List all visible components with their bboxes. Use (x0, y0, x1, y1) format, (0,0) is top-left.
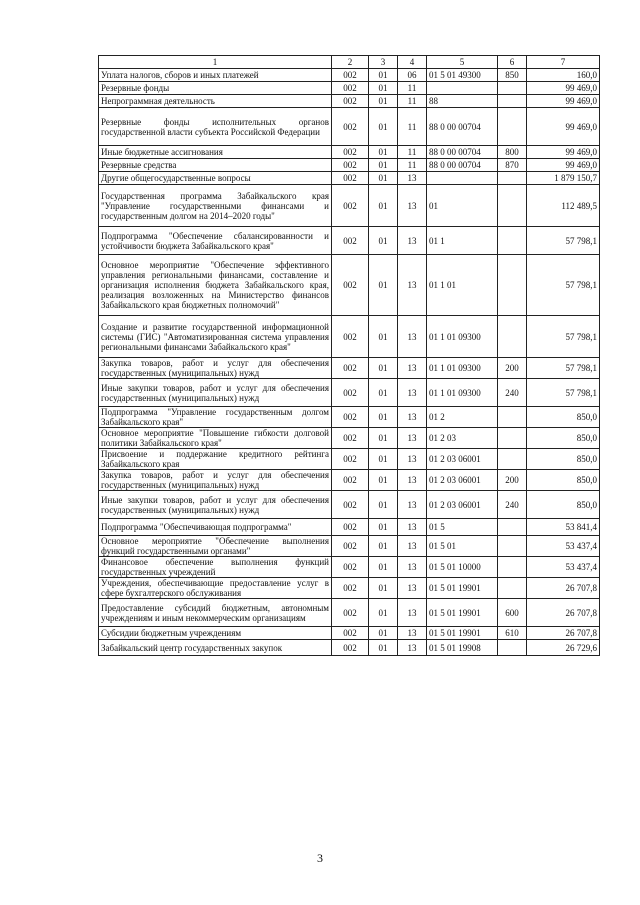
cell-expense-type: 610 (498, 627, 527, 640)
cell-target-article: 88 (427, 95, 498, 108)
cell-section: 01 (369, 428, 398, 449)
cell-expense-type (498, 95, 527, 108)
cell-target-article: 88 0 00 00704 (427, 159, 498, 172)
cell-name: Иные закупки товаров, работ и услуг для обеспечения государственных (муниципальных) нужд (99, 379, 332, 407)
table-row (99, 491, 600, 519)
cell-expense-type (498, 449, 527, 470)
cell-section: 01 (369, 470, 398, 491)
cell-department: 002 (332, 599, 369, 627)
cell-expense-type: 200 (498, 470, 527, 491)
col-header-name: 1 (99, 56, 332, 69)
table-row (99, 428, 600, 449)
cell-section: 01 (369, 449, 398, 470)
table-row (99, 82, 600, 95)
cell-section: 01 (369, 159, 398, 172)
cell-expense-type: 240 (498, 491, 527, 519)
cell-department: 002 (332, 491, 369, 519)
cell-amount: 26 707,8 (527, 578, 600, 599)
cell-target-article: 01 5 01 49300 (427, 69, 498, 82)
cell-department: 002 (332, 428, 369, 449)
cell-section: 01 (369, 640, 398, 656)
cell-expense-type (498, 640, 527, 656)
cell-name: Создание и развитие государственной информационной системы (ГИС) "Автоматизированная система управления региональными финансами Забайкальского края" (99, 316, 332, 358)
cell-section: 01 (369, 69, 398, 82)
cell-subsection: 13 (398, 227, 427, 255)
table-row (99, 108, 600, 146)
cell-name: Иные бюджетные ассигнования (99, 146, 332, 159)
cell-subsection: 13 (398, 449, 427, 470)
table-row (99, 519, 600, 536)
cell-subsection: 13 (398, 640, 427, 656)
cell-department: 002 (332, 172, 369, 185)
cell-department: 002 (332, 470, 369, 491)
cell-expense-type (498, 407, 527, 428)
col-header-target-article: 5 (427, 56, 498, 69)
cell-subsection: 13 (398, 599, 427, 627)
cell-target-article: 01 1 01 (427, 255, 498, 316)
cell-subsection: 13 (398, 358, 427, 379)
cell-name: Основное мероприятие "Обеспечение выполнения функций государственными органами" (99, 536, 332, 557)
table-row (99, 449, 600, 470)
cell-department: 002 (332, 536, 369, 557)
cell-department: 002 (332, 519, 369, 536)
cell-department: 002 (332, 146, 369, 159)
cell-subsection: 06 (398, 69, 427, 82)
cell-amount: 850,0 (527, 407, 600, 428)
cell-department: 002 (332, 82, 369, 95)
table-row (99, 227, 600, 255)
cell-amount: 850,0 (527, 491, 600, 519)
cell-department: 002 (332, 95, 369, 108)
cell-subsection: 11 (398, 159, 427, 172)
cell-amount: 53 437,4 (527, 557, 600, 578)
cell-department: 002 (332, 449, 369, 470)
cell-subsection: 13 (398, 519, 427, 536)
cell-department: 002 (332, 316, 369, 358)
cell-target-article: 01 1 01 09300 (427, 379, 498, 407)
cell-section: 01 (369, 407, 398, 428)
cell-section: 01 (369, 316, 398, 358)
cell-department: 002 (332, 227, 369, 255)
col-header-department: 2 (332, 56, 369, 69)
cell-amount: 850,0 (527, 470, 600, 491)
cell-amount: 57 798,1 (527, 227, 600, 255)
cell-target-article: 01 5 01 19901 (427, 627, 498, 640)
cell-subsection: 13 (398, 491, 427, 519)
header-row (99, 56, 600, 69)
cell-department: 002 (332, 108, 369, 146)
cell-name: Основное мероприятие "Повышение гибкости долговой политики Забайкальского края" (99, 428, 332, 449)
cell-section: 01 (369, 536, 398, 557)
cell-name: Финансовое обеспечение выполнения функций государственных учреждений (99, 557, 332, 578)
cell-subsection: 13 (398, 255, 427, 316)
cell-subsection: 13 (398, 379, 427, 407)
cell-section: 01 (369, 491, 398, 519)
cell-subsection: 13 (398, 578, 427, 599)
cell-amount: 850,0 (527, 449, 600, 470)
col-header-subsection: 4 (398, 56, 427, 69)
table-row (99, 536, 600, 557)
cell-target-article: 01 5 01 19901 (427, 578, 498, 599)
cell-section: 01 (369, 82, 398, 95)
cell-subsection: 11 (398, 108, 427, 146)
cell-name: Закупка товаров, работ и услуг для обеспечения государственных (муниципальных) нужд (99, 358, 332, 379)
cell-amount: 99 469,0 (527, 82, 600, 95)
cell-expense-type (498, 536, 527, 557)
cell-expense-type (498, 316, 527, 358)
cell-expense-type: 800 (498, 146, 527, 159)
cell-name: Государственная программа Забайкальского края "Управление государственными финансами и государственным долгом на 2014–2020 годы" (99, 185, 332, 227)
cell-expense-type: 600 (498, 599, 527, 627)
cell-section: 01 (369, 578, 398, 599)
cell-target-article: 01 5 01 19908 (427, 640, 498, 656)
cell-expense-type: 850 (498, 69, 527, 82)
cell-target-article (427, 172, 498, 185)
cell-expense-type (498, 185, 527, 227)
cell-amount: 57 798,1 (527, 379, 600, 407)
cell-name: Закупка товаров, работ и услуг для обеспечения государственных (муниципальных) нужд (99, 470, 332, 491)
cell-department: 002 (332, 69, 369, 82)
cell-department: 002 (332, 185, 369, 227)
cell-expense-type (498, 108, 527, 146)
cell-section: 01 (369, 146, 398, 159)
cell-expense-type (498, 227, 527, 255)
table-row (99, 557, 600, 578)
cell-name: Другие общегосударственные вопросы (99, 172, 332, 185)
cell-section: 01 (369, 519, 398, 536)
cell-target-article: 01 2 03 06001 (427, 449, 498, 470)
cell-name: Подпрограмма "Управление государственным долгом Забайкальского края" (99, 407, 332, 428)
table-row (99, 599, 600, 627)
cell-section: 01 (369, 557, 398, 578)
cell-amount: 26 729,6 (527, 640, 600, 656)
cell-expense-type (498, 557, 527, 578)
cell-target-article: 01 2 03 (427, 428, 498, 449)
cell-section: 01 (369, 227, 398, 255)
cell-subsection: 11 (398, 82, 427, 95)
cell-amount: 53 437,4 (527, 536, 600, 557)
table-row (99, 172, 600, 185)
cell-amount: 99 469,0 (527, 159, 600, 172)
cell-name: Основное мероприятие "Обеспечение эффективного управления региональными финансами, составление и организация исполнения бюджета Забайкальского края, реализация возложенных на Министерство финансов Забайкальского края бюджетных полномочий" (99, 255, 332, 316)
col-header-amount: 7 (527, 56, 600, 69)
cell-target-article: 01 1 01 09300 (427, 358, 498, 379)
cell-section: 01 (369, 172, 398, 185)
cell-expense-type (498, 255, 527, 316)
cell-amount: 26 707,8 (527, 599, 600, 627)
cell-department: 002 (332, 627, 369, 640)
cell-department: 002 (332, 578, 369, 599)
cell-name: Субсидии бюджетным учреждениям (99, 627, 332, 640)
cell-amount: 99 469,0 (527, 95, 600, 108)
table-row (99, 640, 600, 656)
cell-expense-type: 240 (498, 379, 527, 407)
cell-section: 01 (369, 255, 398, 316)
table-row (99, 379, 600, 407)
col-header-expense-type: 6 (498, 56, 527, 69)
page-number: 3 (317, 851, 323, 865)
cell-subsection: 13 (398, 185, 427, 227)
cell-subsection: 13 (398, 316, 427, 358)
cell-amount: 850,0 (527, 428, 600, 449)
cell-target-article: 88 0 00 00704 (427, 146, 498, 159)
cell-amount: 57 798,1 (527, 255, 600, 316)
cell-name: Резервные средства (99, 159, 332, 172)
cell-expense-type: 200 (498, 358, 527, 379)
cell-target-article (427, 82, 498, 95)
cell-amount: 160,0 (527, 69, 600, 82)
cell-name: Предоставление субсидий бюджетным, автономным учреждениям и иным некоммерческим организациям (99, 599, 332, 627)
cell-name: Резервные фонды (99, 82, 332, 95)
table-row (99, 95, 600, 108)
cell-section: 01 (369, 599, 398, 627)
table-row (99, 185, 600, 227)
cell-name: Уплата налогов, сборов и иных платежей (99, 69, 332, 82)
cell-name: Учреждения, обеспечивающие предоставление услуг в сфере бухгалтерского обслуживания (99, 578, 332, 599)
cell-name: Подпрограмма "Обеспечивающая подпрограмма" (99, 519, 332, 536)
cell-expense-type (498, 172, 527, 185)
cell-target-article: 01 2 (427, 407, 498, 428)
cell-name: Непрограммная деятельность (99, 95, 332, 108)
cell-amount: 99 469,0 (527, 146, 600, 159)
cell-amount: 99 469,0 (527, 108, 600, 146)
cell-amount: 112 489,5 (527, 185, 600, 227)
cell-department: 002 (332, 407, 369, 428)
cell-target-article: 01 2 03 06001 (427, 470, 498, 491)
cell-amount: 57 798,1 (527, 316, 600, 358)
cell-target-article: 01 (427, 185, 498, 227)
cell-target-article: 01 5 01 19901 (427, 599, 498, 627)
cell-subsection: 13 (398, 627, 427, 640)
cell-section: 01 (369, 379, 398, 407)
cell-expense-type (498, 82, 527, 95)
table-row (99, 470, 600, 491)
cell-section: 01 (369, 95, 398, 108)
cell-expense-type (498, 578, 527, 599)
table-row (99, 578, 600, 599)
cell-section: 01 (369, 185, 398, 227)
cell-section: 01 (369, 627, 398, 640)
cell-subsection: 13 (398, 407, 427, 428)
cell-expense-type: 870 (498, 159, 527, 172)
table-row (99, 627, 600, 640)
table-row (99, 146, 600, 159)
cell-amount: 1 879 150,7 (527, 172, 600, 185)
cell-section: 01 (369, 108, 398, 146)
cell-amount: 26 707,8 (527, 627, 600, 640)
table-row (99, 69, 600, 82)
cell-department: 002 (332, 255, 369, 316)
table-row (99, 159, 600, 172)
table-row (99, 358, 600, 379)
cell-section: 01 (369, 358, 398, 379)
cell-subsection: 13 (398, 557, 427, 578)
cell-subsection: 11 (398, 95, 427, 108)
cell-name: Резервные фонды исполнительных органов государственной власти субъекта Российской Федерации (99, 108, 332, 146)
cell-subsection: 13 (398, 470, 427, 491)
cell-target-article: 01 5 01 (427, 536, 498, 557)
cell-name: Забайкальский центр государственных закупок (99, 640, 332, 656)
table-row (99, 407, 600, 428)
cell-target-article: 01 1 01 09300 (427, 316, 498, 358)
cell-department: 002 (332, 159, 369, 172)
cell-target-article: 88 0 00 00704 (427, 108, 498, 146)
cell-target-article: 01 5 (427, 519, 498, 536)
cell-name: Подпрограмма "Обеспечение сбалансированности и устойчивости бюджета Забайкальского края" (99, 227, 332, 255)
table-row (99, 316, 600, 358)
col-header-section: 3 (369, 56, 398, 69)
budget-table (98, 55, 600, 656)
cell-subsection: 11 (398, 146, 427, 159)
cell-name: Присвоение и поддержание кредитного рейтинга Забайкальского края (99, 449, 332, 470)
cell-department: 002 (332, 557, 369, 578)
cell-department: 002 (332, 379, 369, 407)
cell-expense-type (498, 428, 527, 449)
cell-department: 002 (332, 358, 369, 379)
cell-subsection: 13 (398, 172, 427, 185)
cell-name: Иные закупки товаров, работ и услуг для обеспечения государственных (муниципальных) нужд (99, 491, 332, 519)
cell-target-article: 01 5 01 10000 (427, 557, 498, 578)
cell-amount: 53 841,4 (527, 519, 600, 536)
table-row (99, 255, 600, 316)
cell-subsection: 13 (398, 536, 427, 557)
cell-target-article: 01 2 03 06001 (427, 491, 498, 519)
cell-subsection: 13 (398, 428, 427, 449)
cell-target-article: 01 1 (427, 227, 498, 255)
cell-expense-type (498, 519, 527, 536)
cell-department: 002 (332, 640, 369, 656)
cell-amount: 57 798,1 (527, 358, 600, 379)
